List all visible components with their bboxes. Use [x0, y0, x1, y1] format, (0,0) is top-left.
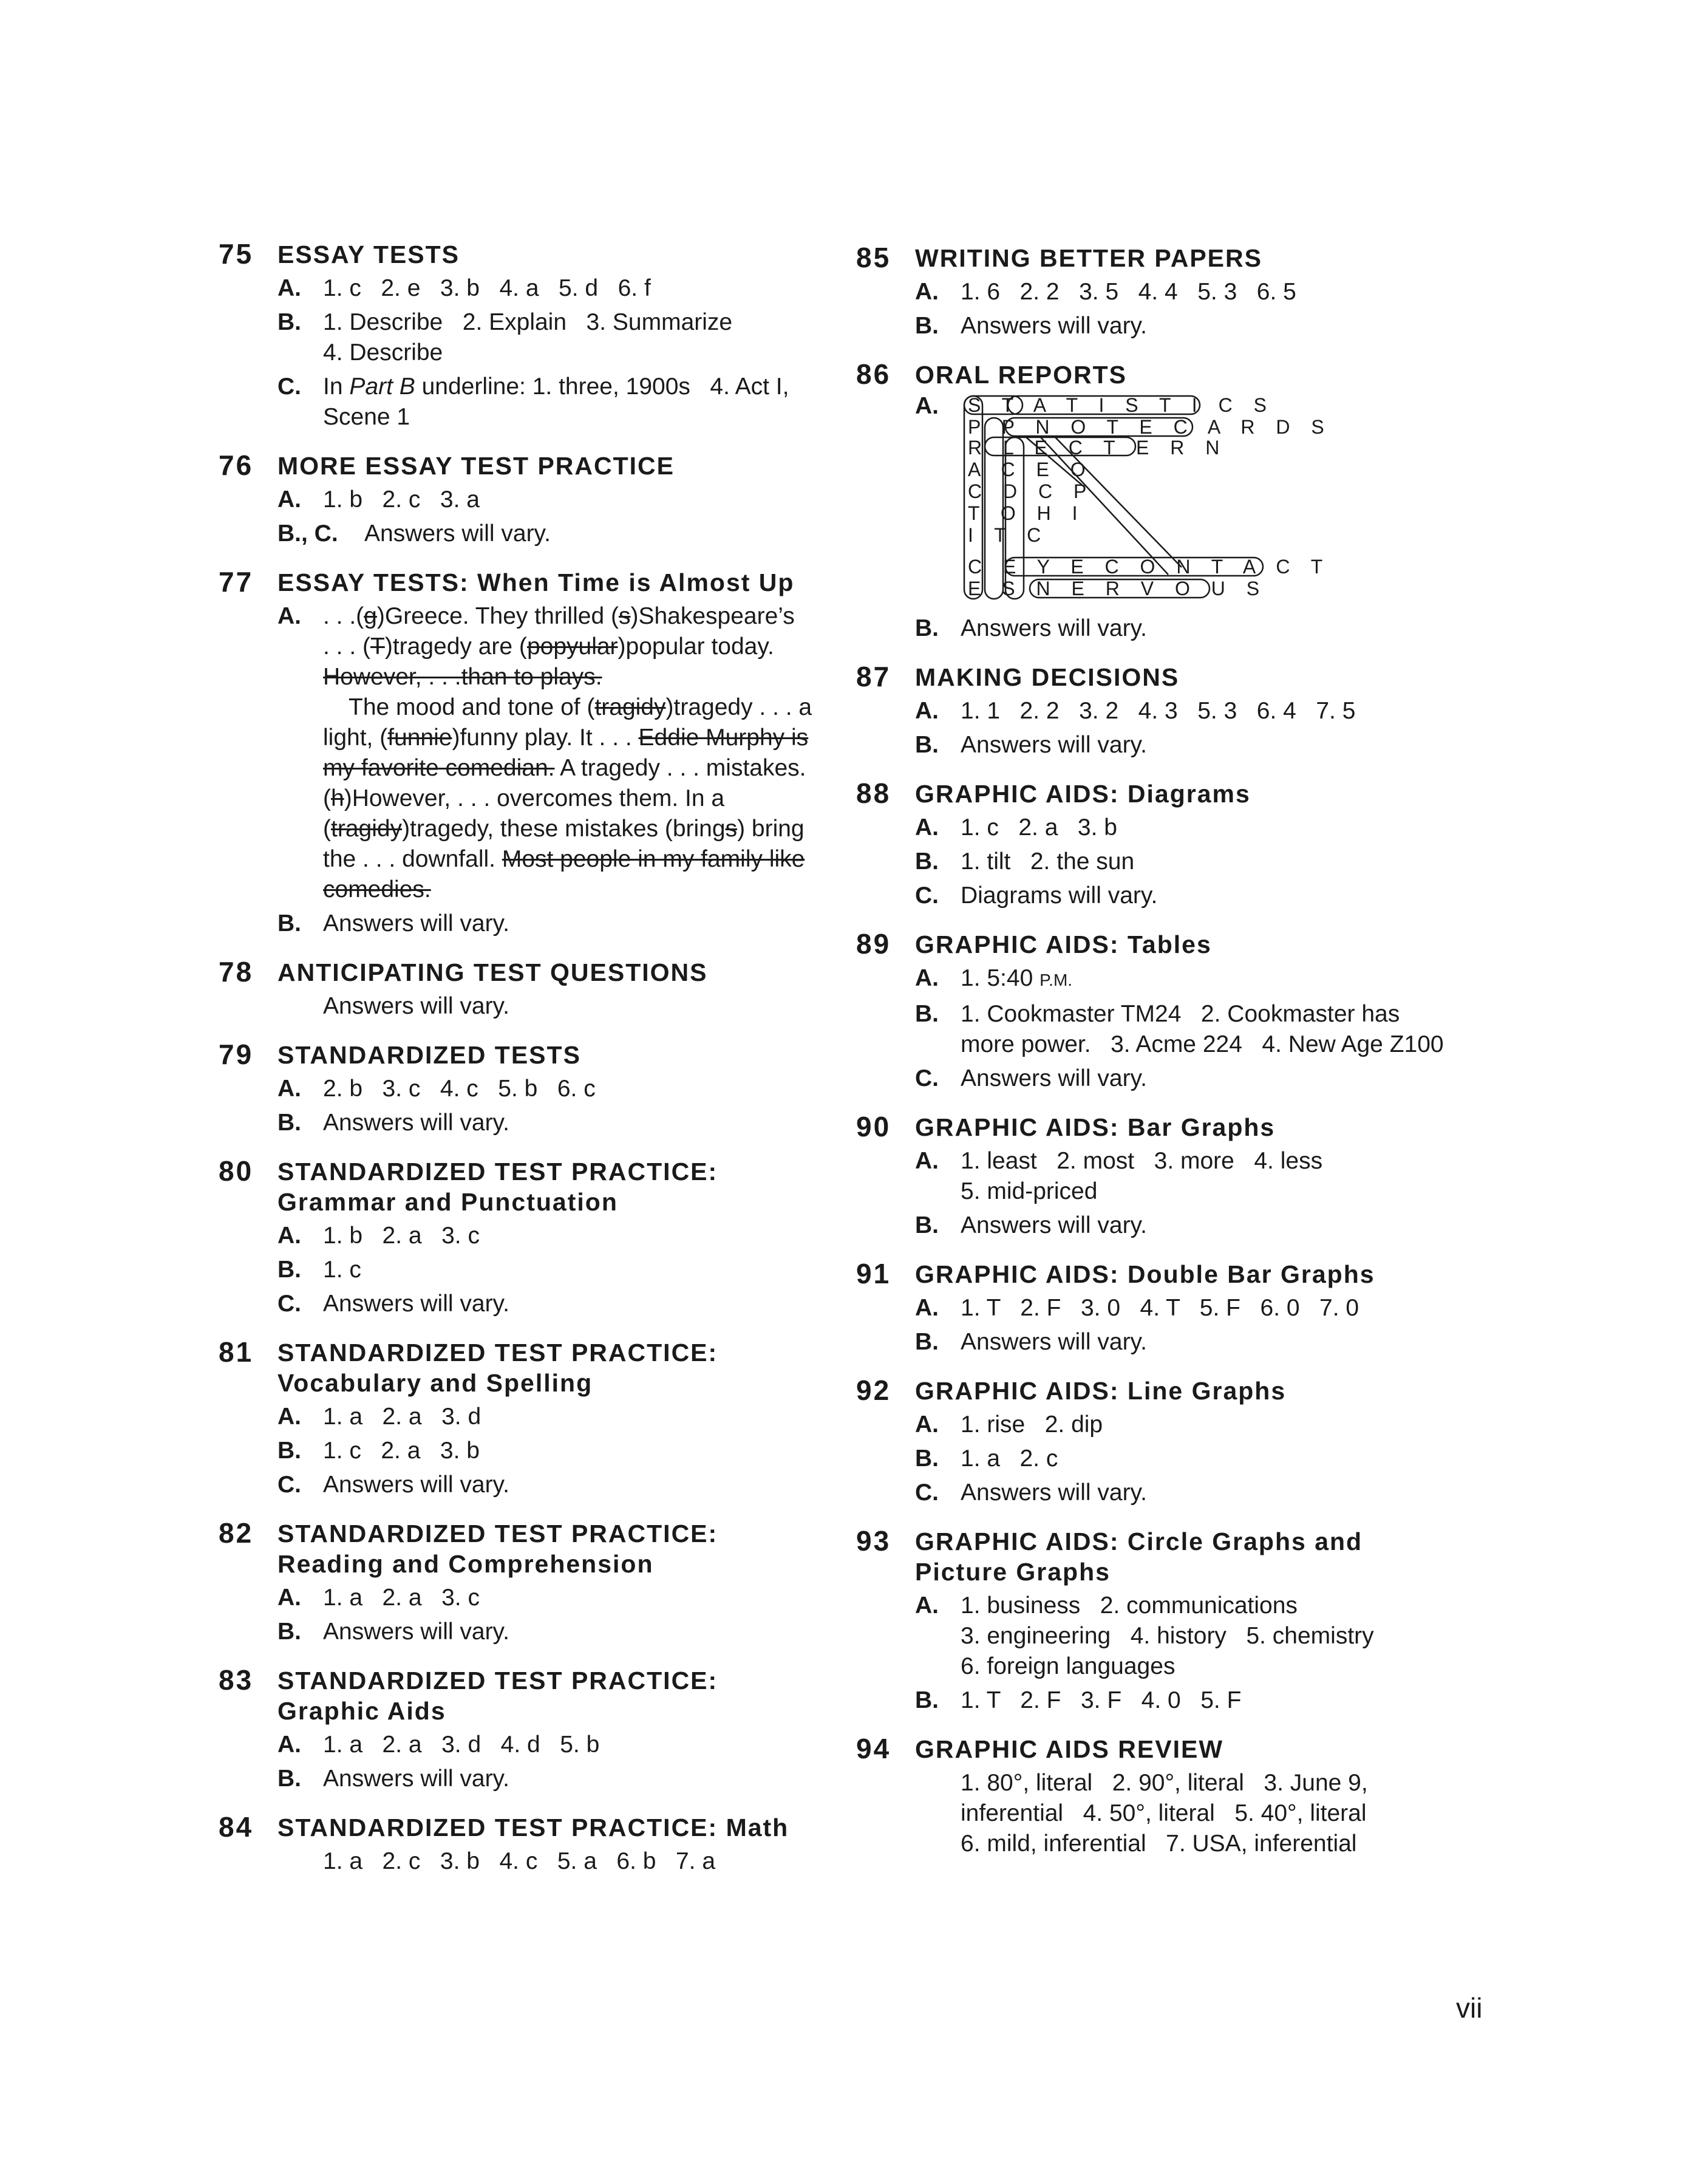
section-number: 78: [219, 956, 254, 988]
item-text: 1. Cookmaster TM24 2. Cookmaster has: [961, 1001, 1400, 1027]
section-number: 81: [219, 1336, 254, 1368]
section-number: 92: [856, 1374, 891, 1406]
struck-text: tragidy: [594, 694, 666, 720]
struck-text: T: [370, 633, 385, 660]
item-label: B.: [277, 910, 301, 937]
item-text: Answers will vary.: [961, 732, 1147, 758]
answer-a: [277, 1583, 856, 1613]
answer-a: [915, 1410, 1494, 1440]
section-80: [219, 1155, 856, 1319]
section-78: [219, 956, 856, 1022]
answer-b: [915, 847, 1494, 877]
answer-a: [915, 963, 1494, 995]
item-label: A.: [915, 1411, 939, 1438]
item-text: 1. Describe 2. Explain 3. Summarize: [323, 309, 733, 335]
text-run: )tragedy, these mistakes (bring: [402, 816, 726, 842]
item-text: Answers will vary.: [323, 1291, 509, 1317]
struck-text: g: [364, 603, 377, 629]
section-title: ESSAY TESTS: [277, 241, 460, 268]
struck-text: h: [331, 785, 344, 811]
passage-line: [323, 814, 856, 844]
section-title: STANDARDIZED TEST PRACTICE: Math: [277, 1814, 789, 1841]
struck-text: funnie: [387, 725, 452, 751]
answer-a: [915, 277, 1494, 307]
item-text: Answers will vary.: [323, 910, 509, 937]
section-number: 90: [856, 1111, 891, 1142]
section-number: 77: [219, 566, 254, 598]
answer-a: [915, 813, 1494, 843]
answer-b: [277, 307, 856, 368]
section-90: [856, 1111, 1494, 1241]
text-run: ) bring: [737, 816, 805, 842]
answer-b: [915, 1444, 1494, 1474]
text-run: the . . . downfall.: [323, 846, 502, 872]
item-text: 1. tilt 2. the sun: [961, 848, 1135, 875]
puzzle-row-8: C E Y E C O N T A C T: [968, 556, 1331, 578]
italic-text: Part B: [349, 374, 415, 400]
item-label: C.: [915, 1065, 939, 1091]
item-label: C.: [277, 1291, 301, 1317]
section-number: 94: [856, 1733, 891, 1764]
text-run: )tragedy . . . a: [665, 694, 812, 720]
item-text: [961, 963, 1494, 995]
section-88: [856, 777, 1494, 911]
section-86: [856, 358, 1494, 644]
left-column: [219, 238, 856, 1894]
answer-a: [277, 1074, 856, 1104]
section-title: STANDARDIZED TEST PRACTICE:: [277, 1158, 718, 1186]
text-run: (: [323, 785, 331, 811]
section-title: GRAPHIC AIDS: Line Graphs: [915, 1377, 1287, 1405]
section-89: [856, 928, 1494, 1094]
item-text: Answers will vary.: [323, 1110, 509, 1136]
item-label: C.: [277, 374, 301, 400]
item-text: Diagrams will vary.: [961, 882, 1158, 909]
item-text: Answers will vary.: [961, 1480, 1147, 1506]
text-run: )However, . . . overcomes them. In a: [344, 785, 725, 811]
text-run: 1. 5:40: [961, 965, 1040, 991]
section-title: ANTICIPATING TEST QUESTIONS: [277, 958, 708, 986]
item-label: A.: [277, 275, 301, 301]
item-text: 1. a 2. a 3. c: [323, 1585, 480, 1611]
right-column: [856, 242, 1494, 1876]
section-number: 85: [856, 242, 891, 273]
item-text: 6. foreign languages: [961, 1653, 1176, 1679]
struck-text: However, . . .than to plays.: [323, 664, 602, 690]
item-text: 1. least 2. most 3. more 4. less: [961, 1148, 1323, 1174]
item-label: A.: [277, 1223, 301, 1249]
answer-c: [915, 1063, 1494, 1094]
item-text: Scene 1: [323, 404, 410, 430]
item-label: A.: [277, 603, 301, 629]
item-text: 6. mild, inferential 7. USA, inferential: [961, 1831, 1357, 1857]
section-number: 79: [219, 1039, 254, 1070]
passage-line: [323, 723, 856, 753]
struck-text: comedies.: [323, 876, 431, 903]
puzzle-row-5: C D C P: [968, 480, 1095, 502]
passage-line: [323, 783, 856, 814]
answer-b: [915, 613, 1494, 644]
section-title: ORAL REPORTS: [915, 361, 1127, 389]
item-label: B.: [915, 1446, 939, 1472]
section-number: 88: [856, 777, 891, 809]
item-label: A.: [915, 1295, 939, 1321]
item-text: Answers will vary.: [323, 1766, 509, 1792]
text-run: )Greece. They thrilled (: [376, 603, 619, 629]
struck-text: Most people in my family like: [502, 846, 805, 872]
puzzle-row-7: I T C: [968, 524, 1049, 546]
answer-a: [915, 391, 1494, 610]
struck-text: Eddie Murphy is: [638, 725, 809, 751]
passage-line: [323, 875, 856, 905]
item-label: B.: [915, 615, 939, 641]
edited-passage: [323, 601, 856, 905]
item-text: 1. T 2. F 3. F 4. 0 5. F: [961, 1687, 1242, 1713]
section-subtitle: Grammar and Punctuation: [277, 1188, 618, 1216]
puzzle-row-4: A C E O: [968, 459, 1094, 480]
item-text: [323, 372, 856, 402]
section-85: [856, 242, 1494, 341]
text-run: . . . (: [323, 633, 370, 660]
answer-list: [915, 1768, 1494, 1859]
item-text: 1. a 2. c: [961, 1446, 1058, 1472]
item-text: 3. engineering 4. history 5. chemistry: [961, 1623, 1374, 1649]
answer-c: [915, 1478, 1494, 1508]
answer-a: [277, 273, 856, 304]
section-number: 91: [856, 1258, 891, 1289]
section-76: [219, 449, 856, 549]
section-title: GRAPHIC AIDS: Bar Graphs: [915, 1113, 1276, 1141]
section-92: [856, 1374, 1494, 1508]
section-title: GRAPHIC AIDS: Double Bar Graphs: [915, 1260, 1375, 1288]
answer-a: [915, 1293, 1494, 1323]
item-text: Answers will vary.: [323, 993, 509, 1019]
item-text: 1. rise 2. dip: [961, 1411, 1103, 1438]
struck-text: popyular: [526, 633, 618, 660]
text-run: A tragedy . . . mistakes.: [554, 755, 806, 781]
puzzle-row-2: P P N O T E C A R D S: [968, 416, 1332, 438]
item-text: 1. 6 2. 2 3. 5 4. 4 5. 3 6. 5: [961, 279, 1296, 305]
item-text: Answers will vary.: [323, 1619, 509, 1645]
item-text: 1. c: [323, 1257, 361, 1283]
item-text: 1. T 2. F 3. 0 4. T 5. F 6. 0 7. 0: [961, 1295, 1359, 1321]
item-label: B.: [277, 1438, 301, 1464]
pm-abbrev: P.M.: [1039, 971, 1073, 989]
answer-c: [915, 881, 1494, 911]
answer-b: [915, 999, 1494, 1060]
answer-c: [277, 1289, 856, 1319]
item-text: Answers will vary.: [961, 1065, 1147, 1091]
item-text: Answers will vary.: [961, 1212, 1147, 1238]
passage-line: [323, 753, 856, 783]
answer-a: [277, 601, 856, 905]
answer-a: [277, 1730, 856, 1760]
text-run: . . .(: [323, 603, 364, 629]
item-label: B.: [915, 1329, 939, 1355]
item-label: A.: [915, 1592, 939, 1619]
text-run: (: [323, 816, 331, 842]
item-text: 4. Describe: [323, 340, 443, 366]
item-label: C.: [277, 1472, 301, 1498]
section-number: 76: [219, 449, 254, 481]
item-text: 1. a 2. a 3. d: [323, 1404, 481, 1430]
item-text: 1. a 2. c 3. b 4. c 5. a 6. b 7. a: [323, 1848, 716, 1874]
answer-b: [915, 1210, 1494, 1241]
section-number: 80: [219, 1155, 254, 1187]
struck-text: s: [725, 816, 738, 842]
section-number: 82: [219, 1517, 254, 1549]
item-text: 1. 1 2. 2 3. 2 4. 3 5. 3 6. 4 7. 5: [961, 698, 1356, 724]
section-81: [219, 1336, 856, 1500]
item-label: A.: [277, 1585, 301, 1611]
answer-c: [277, 1470, 856, 1500]
answer-a: [277, 485, 856, 515]
item-label: B.: [277, 1110, 301, 1136]
answer-b: [277, 1255, 856, 1285]
section-title: STANDARDIZED TEST PRACTICE:: [277, 1667, 718, 1695]
item-label: A.: [277, 1404, 301, 1430]
section-91: [856, 1258, 1494, 1357]
passage-line: [323, 632, 856, 662]
puzzle-row-6: T O H I: [968, 502, 1086, 524]
item-label: B.: [915, 313, 939, 339]
section-subtitle: Reading and Comprehension: [277, 1550, 654, 1578]
section-79: [219, 1039, 856, 1138]
item-label: A.: [915, 279, 939, 305]
answer-b: [277, 1617, 856, 1647]
word-search-puzzle: [961, 391, 1332, 610]
item-label: B., C.: [277, 521, 338, 547]
item-text: inferential 4. 50°, literal 5. 40°, literal: [961, 1800, 1367, 1826]
item-text: Answers will vary.: [961, 615, 1147, 641]
passage-line: [323, 662, 856, 692]
item-label: C.: [915, 882, 939, 909]
answer-b: [915, 311, 1494, 341]
section-84: [219, 1811, 856, 1877]
section-87: [856, 661, 1494, 760]
item-label: B.: [277, 1619, 301, 1645]
item-label: B.: [277, 309, 301, 335]
answer-b: [277, 1436, 856, 1466]
item-text: 2. b 3. c 4. c 5. b 6. c: [323, 1076, 596, 1102]
puzzle-row-3: R L E C T E R N: [968, 437, 1228, 459]
section-number: 75: [219, 238, 254, 270]
section-title: GRAPHIC AIDS: Tables: [915, 930, 1212, 958]
answer-b: [277, 1764, 856, 1794]
passage-line: [323, 601, 856, 632]
item-text: 1. c 2. a 3. b: [323, 1438, 480, 1464]
answer-b: [277, 1108, 856, 1138]
section-title: STANDARDIZED TEST PRACTICE:: [277, 1339, 718, 1367]
item-text: 1. b 2. a 3. c: [323, 1223, 480, 1249]
item-label: C.: [915, 1480, 939, 1506]
item-text: 1. b 2. c 3. a: [323, 486, 480, 513]
item-label: A.: [915, 393, 939, 419]
text-run: light, (: [323, 725, 388, 751]
passage-line: [323, 844, 856, 875]
section-subtitle: Vocabulary and Spelling: [277, 1369, 593, 1397]
struck-text: s: [618, 603, 631, 629]
section-title: STANDARDIZED TESTS: [277, 1041, 581, 1069]
section-77: [219, 566, 856, 939]
section-subtitle: Graphic Aids: [277, 1697, 446, 1725]
text-run: )popular today.: [618, 633, 774, 660]
section-93: [856, 1525, 1494, 1716]
answer-a: [277, 1221, 856, 1251]
item-label: A.: [915, 1148, 939, 1174]
answer-a: [915, 1146, 1494, 1207]
text-run: )Shakespeare’s: [630, 603, 795, 629]
answer-a: [277, 1402, 856, 1432]
section-75: [219, 238, 856, 432]
struck-text: tragidy: [331, 816, 403, 842]
puzzle-letters: [968, 394, 1332, 599]
section-subtitle: Picture Graphs: [915, 1558, 1111, 1586]
item-text: 5. mid-priced: [961, 1178, 1098, 1204]
item-text: 1. business 2. communications: [961, 1592, 1298, 1619]
page-number: vii: [1456, 1992, 1483, 2024]
section-number: 83: [219, 1664, 254, 1696]
text-run: underline: 1. three, 1900s 4. Act I,: [415, 374, 789, 400]
item-text: 1. c 2. a 3. b: [961, 814, 1117, 841]
section-number: 84: [219, 1811, 254, 1843]
text-run: The mood and tone of (: [349, 694, 595, 720]
item-text: Answers will vary.: [961, 1329, 1147, 1355]
section-82: [219, 1517, 856, 1647]
puzzle-row-9: E S N E R V O U S: [968, 578, 1268, 599]
answer-bc: [277, 519, 856, 549]
answer-a: [915, 696, 1494, 726]
item-label: A.: [277, 1076, 301, 1102]
section-title: GRAPHIC AIDS REVIEW: [915, 1735, 1224, 1763]
text-run: )tragedy are (: [384, 633, 527, 660]
item-label: A.: [277, 1732, 301, 1758]
item-label: B.: [915, 848, 939, 875]
section-title: GRAPHIC AIDS: Circle Graphs and: [915, 1527, 1363, 1555]
section-title: ESSAY TESTS: When Time is Almost Up: [277, 568, 795, 596]
answer-b: [915, 1327, 1494, 1357]
section-title: WRITING BETTER PAPERS: [915, 244, 1262, 272]
answer-b: [915, 730, 1494, 760]
item-text: 1. a 2. a 3. d 4. d 5. b: [323, 1732, 600, 1758]
item-label: A.: [915, 814, 939, 841]
item-text: Answers will vary.: [323, 1472, 509, 1498]
section-title: MORE ESSAY TEST PRACTICE: [277, 452, 675, 480]
text-run: )funny play. It . . .: [452, 725, 639, 751]
section-number: 86: [856, 358, 891, 390]
item-label: B.: [915, 1687, 939, 1713]
item-text: more power. 3. Acme 224 4. New Age Z100: [961, 1031, 1444, 1057]
section-number: 93: [856, 1525, 891, 1557]
item-text: 1. c 2. e 3. b 4. a 5. d 6. f: [323, 275, 651, 301]
item-label: A.: [915, 698, 939, 724]
item-label: B.: [277, 1766, 301, 1792]
section-title: STANDARDIZED TEST PRACTICE:: [277, 1520, 718, 1548]
answer-a: [915, 1591, 1494, 1682]
section-number: 87: [856, 661, 891, 692]
puzzle-row-1: S T A T I S T I C S: [968, 394, 1274, 416]
section-94: [856, 1733, 1494, 1859]
item-label: B.: [915, 732, 939, 758]
item-label: B.: [915, 1212, 939, 1238]
answer-b: [915, 1685, 1494, 1716]
item-text: Answers will vary.: [961, 313, 1147, 339]
section-83: [219, 1664, 856, 1794]
answer-c: [277, 372, 856, 432]
struck-text: my favorite comedian.: [323, 755, 555, 781]
item-label: A.: [915, 965, 939, 991]
text-run: In: [323, 374, 350, 400]
section-number: 89: [856, 928, 891, 960]
answer-b: [277, 909, 856, 939]
section-title: GRAPHIC AIDS: Diagrams: [915, 780, 1251, 808]
passage-line: [323, 692, 856, 723]
item-label: B.: [277, 1257, 301, 1283]
item-label: B.: [915, 1001, 939, 1027]
item-text: Answers will vary.: [364, 521, 551, 547]
item-text: 1. 80°, literal 2. 90°, literal 3. June 9,: [961, 1770, 1368, 1796]
section-title: MAKING DECISIONS: [915, 663, 1180, 691]
item-label: A.: [277, 486, 301, 513]
